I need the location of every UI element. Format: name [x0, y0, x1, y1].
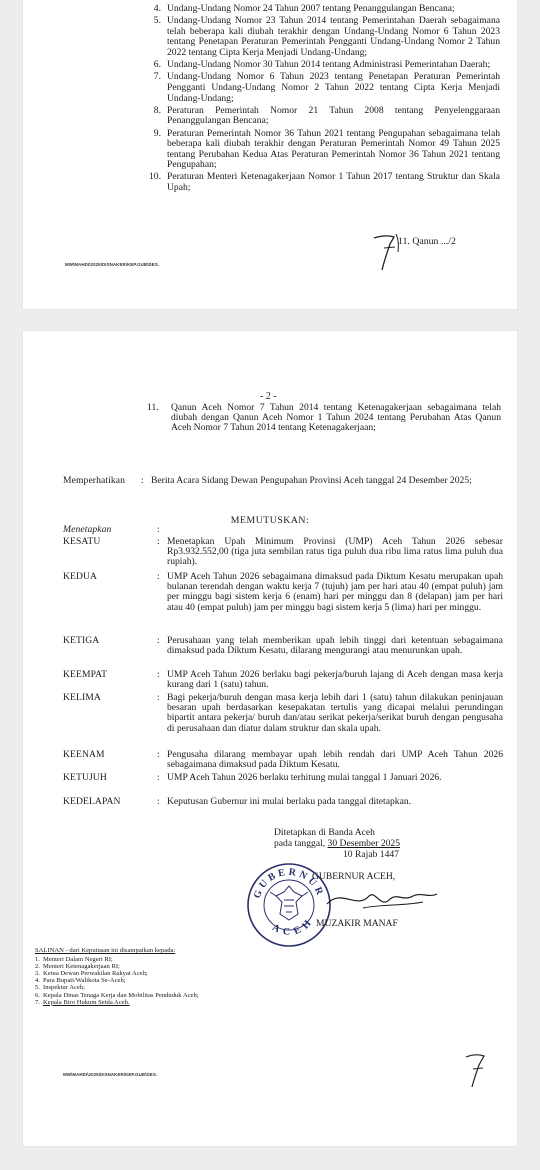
- signing-date-label: pada tanggal: [274, 838, 323, 849]
- document-page-2: [23, 331, 517, 1146]
- signing-date-hijri: 10 Rajab 1447: [343, 849, 399, 860]
- diktum-text: UMP Aceh Tahun 2026 berlaku bagi pekerja/buruh lajang di Aceh dengan masa kerja kurang dari 1 (satu) tahun.: [167, 669, 503, 691]
- governor-name: MUZAKIR MANAF: [316, 918, 398, 929]
- list-item-text: Ketua Dewan Perwakilan Rakyat Aceh;: [43, 970, 148, 978]
- list-item-text: Peraturan Pemerintah Nomor 21 Tahun 2008 tentang Penyelenggaraan Penanggulangan Bencana;: [167, 104, 500, 127]
- list-item-number: 5.: [153, 15, 161, 27]
- list-item-number: 1.: [35, 956, 40, 964]
- list-item-text: Menteri Dalam Negeri RI;: [43, 956, 113, 964]
- list-item-text: Kepala Biro Hukum Setda Aceh.: [43, 998, 130, 1006]
- memperhatikan-label: Memperhatikan: [63, 475, 126, 486]
- diktum-label: KELIMA: [63, 692, 101, 703]
- list-item-number: 8.: [153, 104, 161, 116]
- list-item-text: Undang-Undang Nomor 23 Tahun 2014 tentang Pemerintahan Daerah sebagaimana telah beberapa kali diubah terakhir dengan Undang-Undang Nomor 6 Tahun 2023 tentang Penetapan Peraturan Pemerintah Pengganti Undang-Undang Nomor 2 Tahun 2022 tentang Cipta Kerja Menjadi Undang-Undang;: [167, 15, 500, 58]
- initial-signature: [461, 1049, 491, 1093]
- list-item-number: 4.: [35, 977, 40, 985]
- colon: :: [157, 749, 160, 760]
- colon: :: [157, 796, 160, 807]
- colon: :: [141, 475, 144, 486]
- diktum-text: UMP Aceh Tahun 2026 berlaku terhitung mulai tanggal 1 Januari 2026.: [167, 772, 442, 783]
- governor-title: GUBERNUR ACEH,: [312, 871, 396, 882]
- list-item-number: 10.: [149, 171, 161, 183]
- diktum-keenam: [63, 750, 503, 770]
- diktum-text: Perusahaan yang telah memberikan upah lebih tinggi dari ketentuan sebagaimana dimaksud pada Diktum Kesatu, dilarang mengurangi atau menurunkan upah.: [167, 635, 503, 657]
- diktum-label: KEEMPAT: [63, 669, 108, 680]
- list-item: [35, 963, 335, 970]
- list-item: [35, 977, 335, 984]
- colon: :: [157, 669, 160, 680]
- list-item: [35, 999, 335, 1006]
- diktum-keempat: [63, 670, 503, 690]
- list-item: [143, 129, 500, 171]
- list-item: [143, 106, 500, 127]
- seal-text-bottom: ACEH: [270, 914, 317, 938]
- list-item-text: Undang-Undang Nomor 24 Tahun 2007 tentang Penanggulangan Bencana;: [167, 3, 455, 14]
- signing-date-row: pada tanggal, 30 Desember 2025: [274, 838, 401, 849]
- list-item-text: Menteri Ketenagakerjaan RI;: [43, 963, 120, 971]
- list-item: [143, 60, 500, 71]
- list-item-text: Undang-Undang Nomor 6 Tahun 2023 tentang Penetapan Peraturan Pemerintah Pengganti Undang-Undang Nomor 2 Tahun 2022 tentang Cipta Kerja Menjadi Undang-Undang;: [167, 71, 500, 104]
- diktum-kedelapan: [63, 797, 503, 807]
- decision-heading: MEMUTUSKAN:: [230, 515, 310, 526]
- list-item-number: 7.: [35, 998, 40, 1006]
- memperhatikan-section: [63, 476, 503, 486]
- svg-text:ACEH: [270, 915, 316, 938]
- list-item: [143, 72, 500, 104]
- seal-text-top: GUBERNUR: [251, 866, 327, 900]
- list-item-number: 9.: [153, 127, 161, 139]
- list-item-text: Undang-Undang Nomor 30 Tahun 2014 tentang Administrasi Pemerintahan Daerah;: [167, 59, 491, 71]
- menetapkan-label: Menetapkan: [63, 524, 112, 535]
- memperhatikan-text: Berita Acara Sidang Dewan Pengupahan Provinsi Aceh tanggal 24 Desember 2025;: [151, 475, 472, 486]
- signing-date-masehi: 30 Desember 2025: [327, 838, 401, 849]
- list-item: [35, 956, 335, 963]
- list-item-text: Para Bupati/Walikota Se-Aceh;: [43, 977, 126, 985]
- list-item-number: 11.: [147, 402, 159, 413]
- distribution-heading: SALINAN - dari Keputusan ini disampaikan kepada:: [35, 947, 176, 954]
- diktum-kelima: [63, 693, 503, 734]
- page-number: - 2 -: [260, 391, 277, 402]
- document-footer-code: MW\MAHDI\2025\DISNAKER\KEP.GUB\DES.: [65, 262, 160, 267]
- colon: :: [157, 536, 160, 547]
- diktum-kedua: [63, 572, 503, 613]
- colon: :: [157, 635, 160, 646]
- diktum-label: KETUJUH: [63, 772, 107, 783]
- list-item: [35, 970, 335, 977]
- diktum-text: Pengusaha dilarang membayar upah lebih rendah dari UMP Aceh Tahun 2026 sebagaimana dimaksud pada Diktum Kesatu.: [167, 749, 503, 771]
- list-item-text: Inspektur Aceh;: [43, 984, 85, 992]
- diktum-label: KEENAM: [63, 749, 105, 760]
- colon: :: [157, 772, 160, 783]
- list-item: [147, 403, 501, 433]
- distribution-list: [35, 947, 335, 1006]
- list-item-number: 6.: [35, 991, 40, 999]
- list-item-number: 6.: [153, 59, 161, 71]
- list-item-number: 2.: [35, 963, 40, 971]
- document-page-1: [23, 0, 517, 309]
- diktum-ketiga: [63, 636, 503, 656]
- diktum-text: Bagi pekerja/buruh dengan masa kerja lebih dari 1 (satu) tahun dilakukan peninjauan besaran upah berdasarkan kesepakatan tertulis yang dicapai melalui perundingan bipartit antara pekerja/ buruh dan/atau serikat pekerja/serikat buruh dengan pengusaha di perusahaan dan diatur dalam struktur dan skala upah.: [167, 692, 503, 734]
- list-item-text: Peraturan Menteri Ketenagakerjaan Nomor 1 Tahun 2017 tentang Struktur dan Skala Upah;: [167, 171, 500, 194]
- document-footer-code: MW\MAHDI\2025\DISNAKER\KEP.GUB\DES.: [63, 1072, 158, 1077]
- signing-place: Ditetapkan di Banda Aceh: [274, 827, 375, 838]
- menetapkan-row: [63, 525, 503, 535]
- list-item-text: Peraturan Pemerintah Nomor 36 Tahun 2021 tentang Pengupahan sebagaimana telah beberapa kali diubah terakhir dengan Peraturan Pemerintah Nomor 49 Tahun 2025 tentang Perubahan Kedua Atas Peraturan Pemerintah Nomor 36 Tahun 2021 tentang Pengupahan;: [167, 127, 500, 171]
- list-item-number: 7.: [153, 71, 161, 83]
- diktum-text: Keputusan Gubernur ini mulai berlaku pada tanggal ditetapkan.: [167, 796, 412, 807]
- diktum-label: KESATU: [63, 536, 101, 547]
- list-item-number: 5.: [35, 984, 40, 992]
- diktum-ketujuh: [63, 773, 503, 783]
- colon: :: [157, 524, 160, 535]
- list-item-text: Qanun Aceh Nomor 7 Tahun 2014 tentang Ketenagakerjaan sebagaimana telah diubah dengan Qanun Aceh Nomor 1 Tahun 2024 tentang Perubahan Atas Qanun Aceh Nomor 7 Tahun 2014 tentang Ketenagakerjaan;: [171, 402, 501, 433]
- diktum-text: Menetapkan Upah Minimum Provinsi (UMP) Aceh Tahun 2026 sebesar Rp3.932.552,00 (tiga juta sembilan ratus tiga puluh dua ribu lima ratus lima puluh dua rupiah).: [167, 536, 503, 568]
- governor-signature: [323, 878, 443, 918]
- diktum-text: UMP Aceh Tahun 2026 sebagaimana dimaksud pada Diktum Kesatu merupakan upah bulanan terendah dengan waktu kerja 7 (tujuh) jam per hari atau 40 (empat puluh) jam per minggu bagi sistem kerja 6 (enam) hari per minggu dan 8 (delapan) jam per hari atau 40 (empat puluh) jam per minggu bagi sistem kerja 5 (lima) hari per minggu.: [167, 571, 503, 613]
- diktum-kesatu: [63, 537, 503, 568]
- legal-basis-list: [143, 4, 500, 195]
- list-item: [35, 984, 335, 991]
- list-item-number: 4.: [153, 3, 161, 14]
- diktum-label: KETIGA: [63, 635, 100, 646]
- list-item: [143, 172, 500, 193]
- colon: :: [157, 692, 160, 703]
- list-item: [143, 4, 500, 15]
- diktum-label: KEDUA: [63, 571, 98, 582]
- page-catchword: 11. Qanun .../2: [398, 236, 456, 247]
- list-item-text: Kepala Dinas Tenaga Kerja dan Mobilitas Penduduk Aceh;: [43, 991, 199, 999]
- list-item: [35, 992, 335, 999]
- colon: :: [157, 571, 160, 582]
- list-item: [143, 16, 500, 58]
- diktum-label: KEDELAPAN: [63, 796, 121, 807]
- list-item-number: 3.: [35, 970, 40, 978]
